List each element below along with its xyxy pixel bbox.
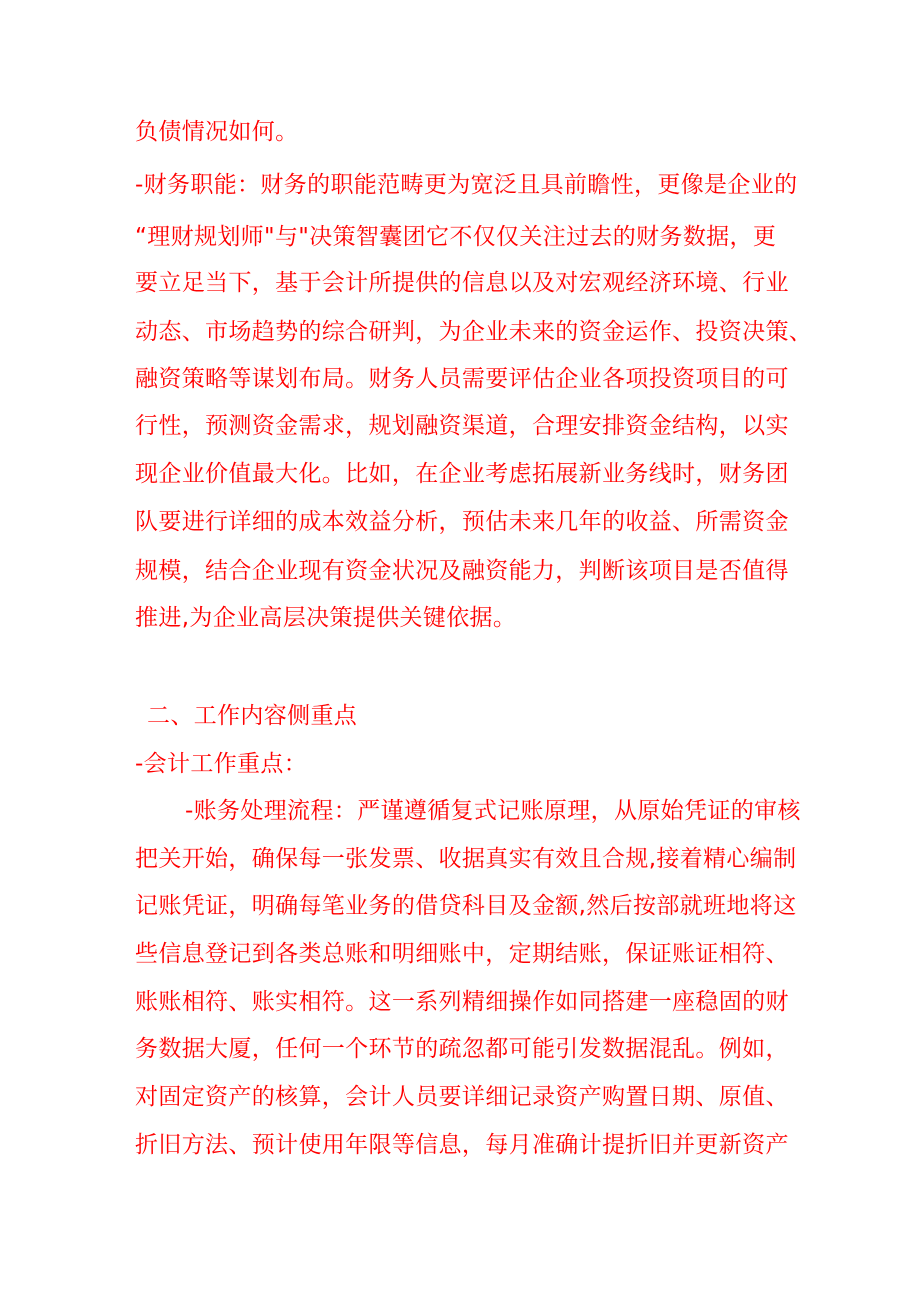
text-line: 要立足当下，基于会计所提供的信息以及对宏观经济环境、行业	[135, 270, 789, 296]
text-line: 动态、市场趋势的综合研判，为企业未来的资金运作、投资决策、	[135, 319, 813, 345]
section-subheading: -会计工作重点：	[135, 751, 308, 777]
text-line: 务数据大厦，任何一个环节的疏忽都可能引发数据混乱。例如，	[135, 1036, 789, 1062]
text-line: 负债情况如何。	[135, 119, 299, 145]
section-heading: 二、工作内容侧重点	[147, 703, 358, 729]
text-line: 行性，预测资金需求，规划融资渠道，合理安排资金结构，以实	[135, 413, 789, 439]
text-line: 规模，结合企业现有资金状况及融资能力，判断该项目是否值得	[135, 558, 789, 584]
text-line: 现企业价值最大化。比如，在企业考虑拓展新业务线时，财务团	[135, 461, 789, 487]
text-line: 账账相符、账实相符。这一系列精细操作如同搭建一座稳固的财	[135, 989, 789, 1015]
text-line: 把关开始，确保每一张发票、收据真实有效且合规,接着精心编制	[135, 846, 797, 872]
text-line: 记账凭证，明确每笔业务的借贷科目及金额,然后按部就班地将这	[135, 893, 797, 919]
text-line: 推进,为企业高层决策提供关键依据。	[135, 605, 517, 631]
text-line: 对固定资产的核算，会计人员要详细记录资产购置日期、原值、	[135, 1084, 789, 1110]
text-line: 队要进行详细的成本效益分析，预估未来几年的收益、所需资金	[135, 509, 789, 535]
text-line: 些信息登记到各类总账和明细账中，定期结账，保证账证相符、	[135, 941, 789, 967]
text-line: 融资策略等谋划布局。财务人员需要评估企业各项投资项目的可	[135, 366, 789, 392]
text-line: -财务职能：财务的职能范畴更为宽泛且具前瞻性，更像是企业的	[135, 172, 798, 198]
text-line: -账务处理流程：严谨遵循复式记账原理，从原始凭证的审核	[185, 798, 801, 824]
text-line: 折旧方法、预计使用年限等信息，每月准确计提折旧并更新资产	[135, 1132, 789, 1158]
text-line: “理财规划师"与"决策智囊团它不仅仅关注过去的财务数据，更	[135, 224, 777, 250]
